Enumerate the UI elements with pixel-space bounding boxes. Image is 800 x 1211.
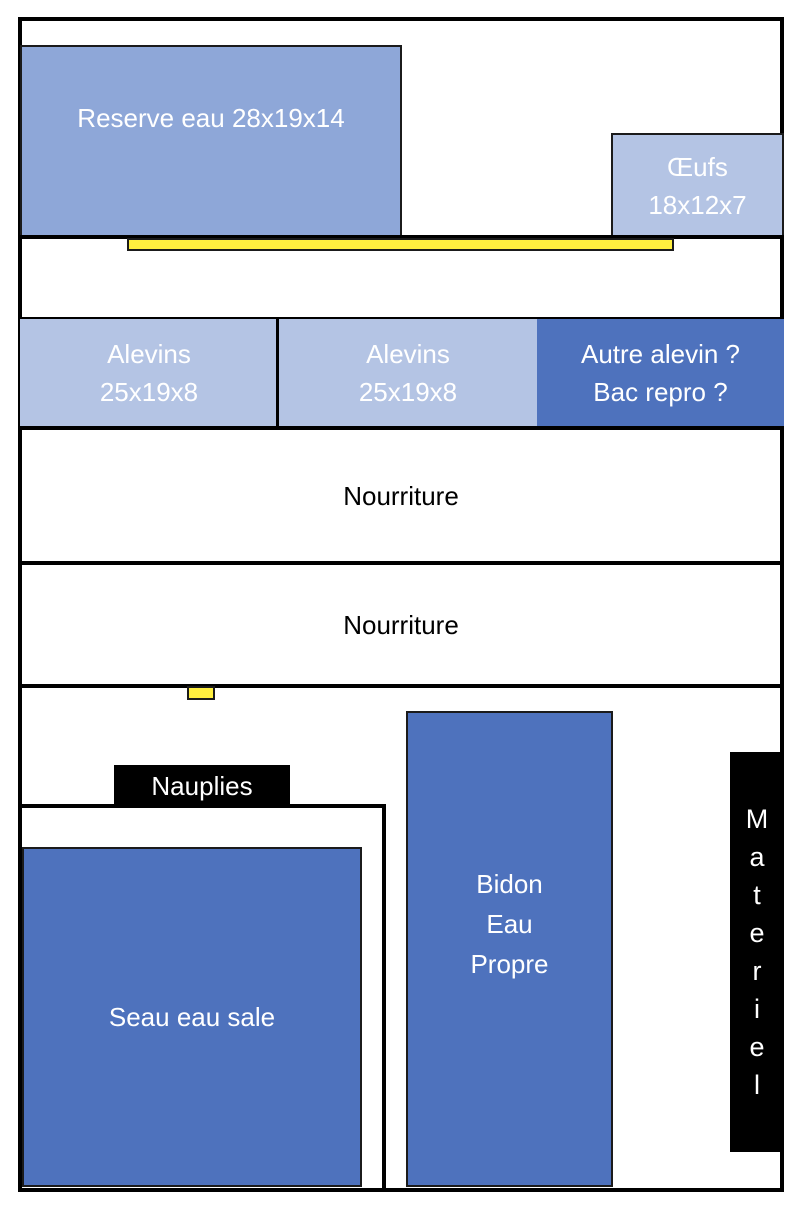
nourriture-label-2: Nourriture bbox=[343, 609, 459, 640]
oeufs-box bbox=[611, 133, 784, 238]
autre-alevin-label: Autre alevin ? Bac repro ? bbox=[581, 339, 740, 407]
materiel-letter: e bbox=[749, 918, 765, 948]
alevins-left-box bbox=[20, 319, 278, 427]
materiel-letter: e bbox=[749, 1032, 765, 1062]
bottom-shelf-line bbox=[18, 684, 784, 688]
materiel-letter: M bbox=[745, 804, 769, 834]
alevins-left-label: Alevins 25x19x8 bbox=[99, 339, 199, 407]
materiel-letter: a bbox=[749, 842, 765, 872]
alevins-middle-label: Alevins 25x19x8 bbox=[358, 339, 458, 407]
nourriture-label-1: Nourriture bbox=[343, 480, 459, 511]
materiel-letter: l bbox=[754, 1070, 760, 1100]
nauplies-tab bbox=[114, 765, 290, 807]
nourriture-shelf-1 bbox=[22, 430, 780, 561]
seau-eau-sale-box bbox=[22, 847, 362, 1187]
nourriture-shelf-2 bbox=[22, 565, 780, 684]
reserve-eau-box bbox=[20, 45, 402, 238]
bidon-eau-propre-box bbox=[406, 711, 613, 1187]
materiel-letter: r bbox=[752, 956, 762, 986]
seau-eau-sale-label: Seau eau sale bbox=[108, 1002, 276, 1032]
reserve-eau-label: Reserve eau 28x19x14 bbox=[77, 102, 345, 133]
materiel-letter: t bbox=[753, 880, 761, 910]
bidon-eau-propre-label: Bidon Eau Propre bbox=[470, 869, 549, 979]
autre-alevin-box bbox=[537, 319, 784, 427]
alevins-middle-box bbox=[279, 319, 537, 427]
oeufs-label: Œufs 18x12x7 bbox=[648, 151, 747, 220]
small-yellow-tab bbox=[187, 686, 215, 700]
materiel-strip bbox=[730, 752, 784, 1152]
materiel-letter: i bbox=[754, 994, 760, 1024]
top-yellow-strip bbox=[127, 238, 674, 251]
nauplies-label: Nauplies bbox=[151, 770, 253, 801]
